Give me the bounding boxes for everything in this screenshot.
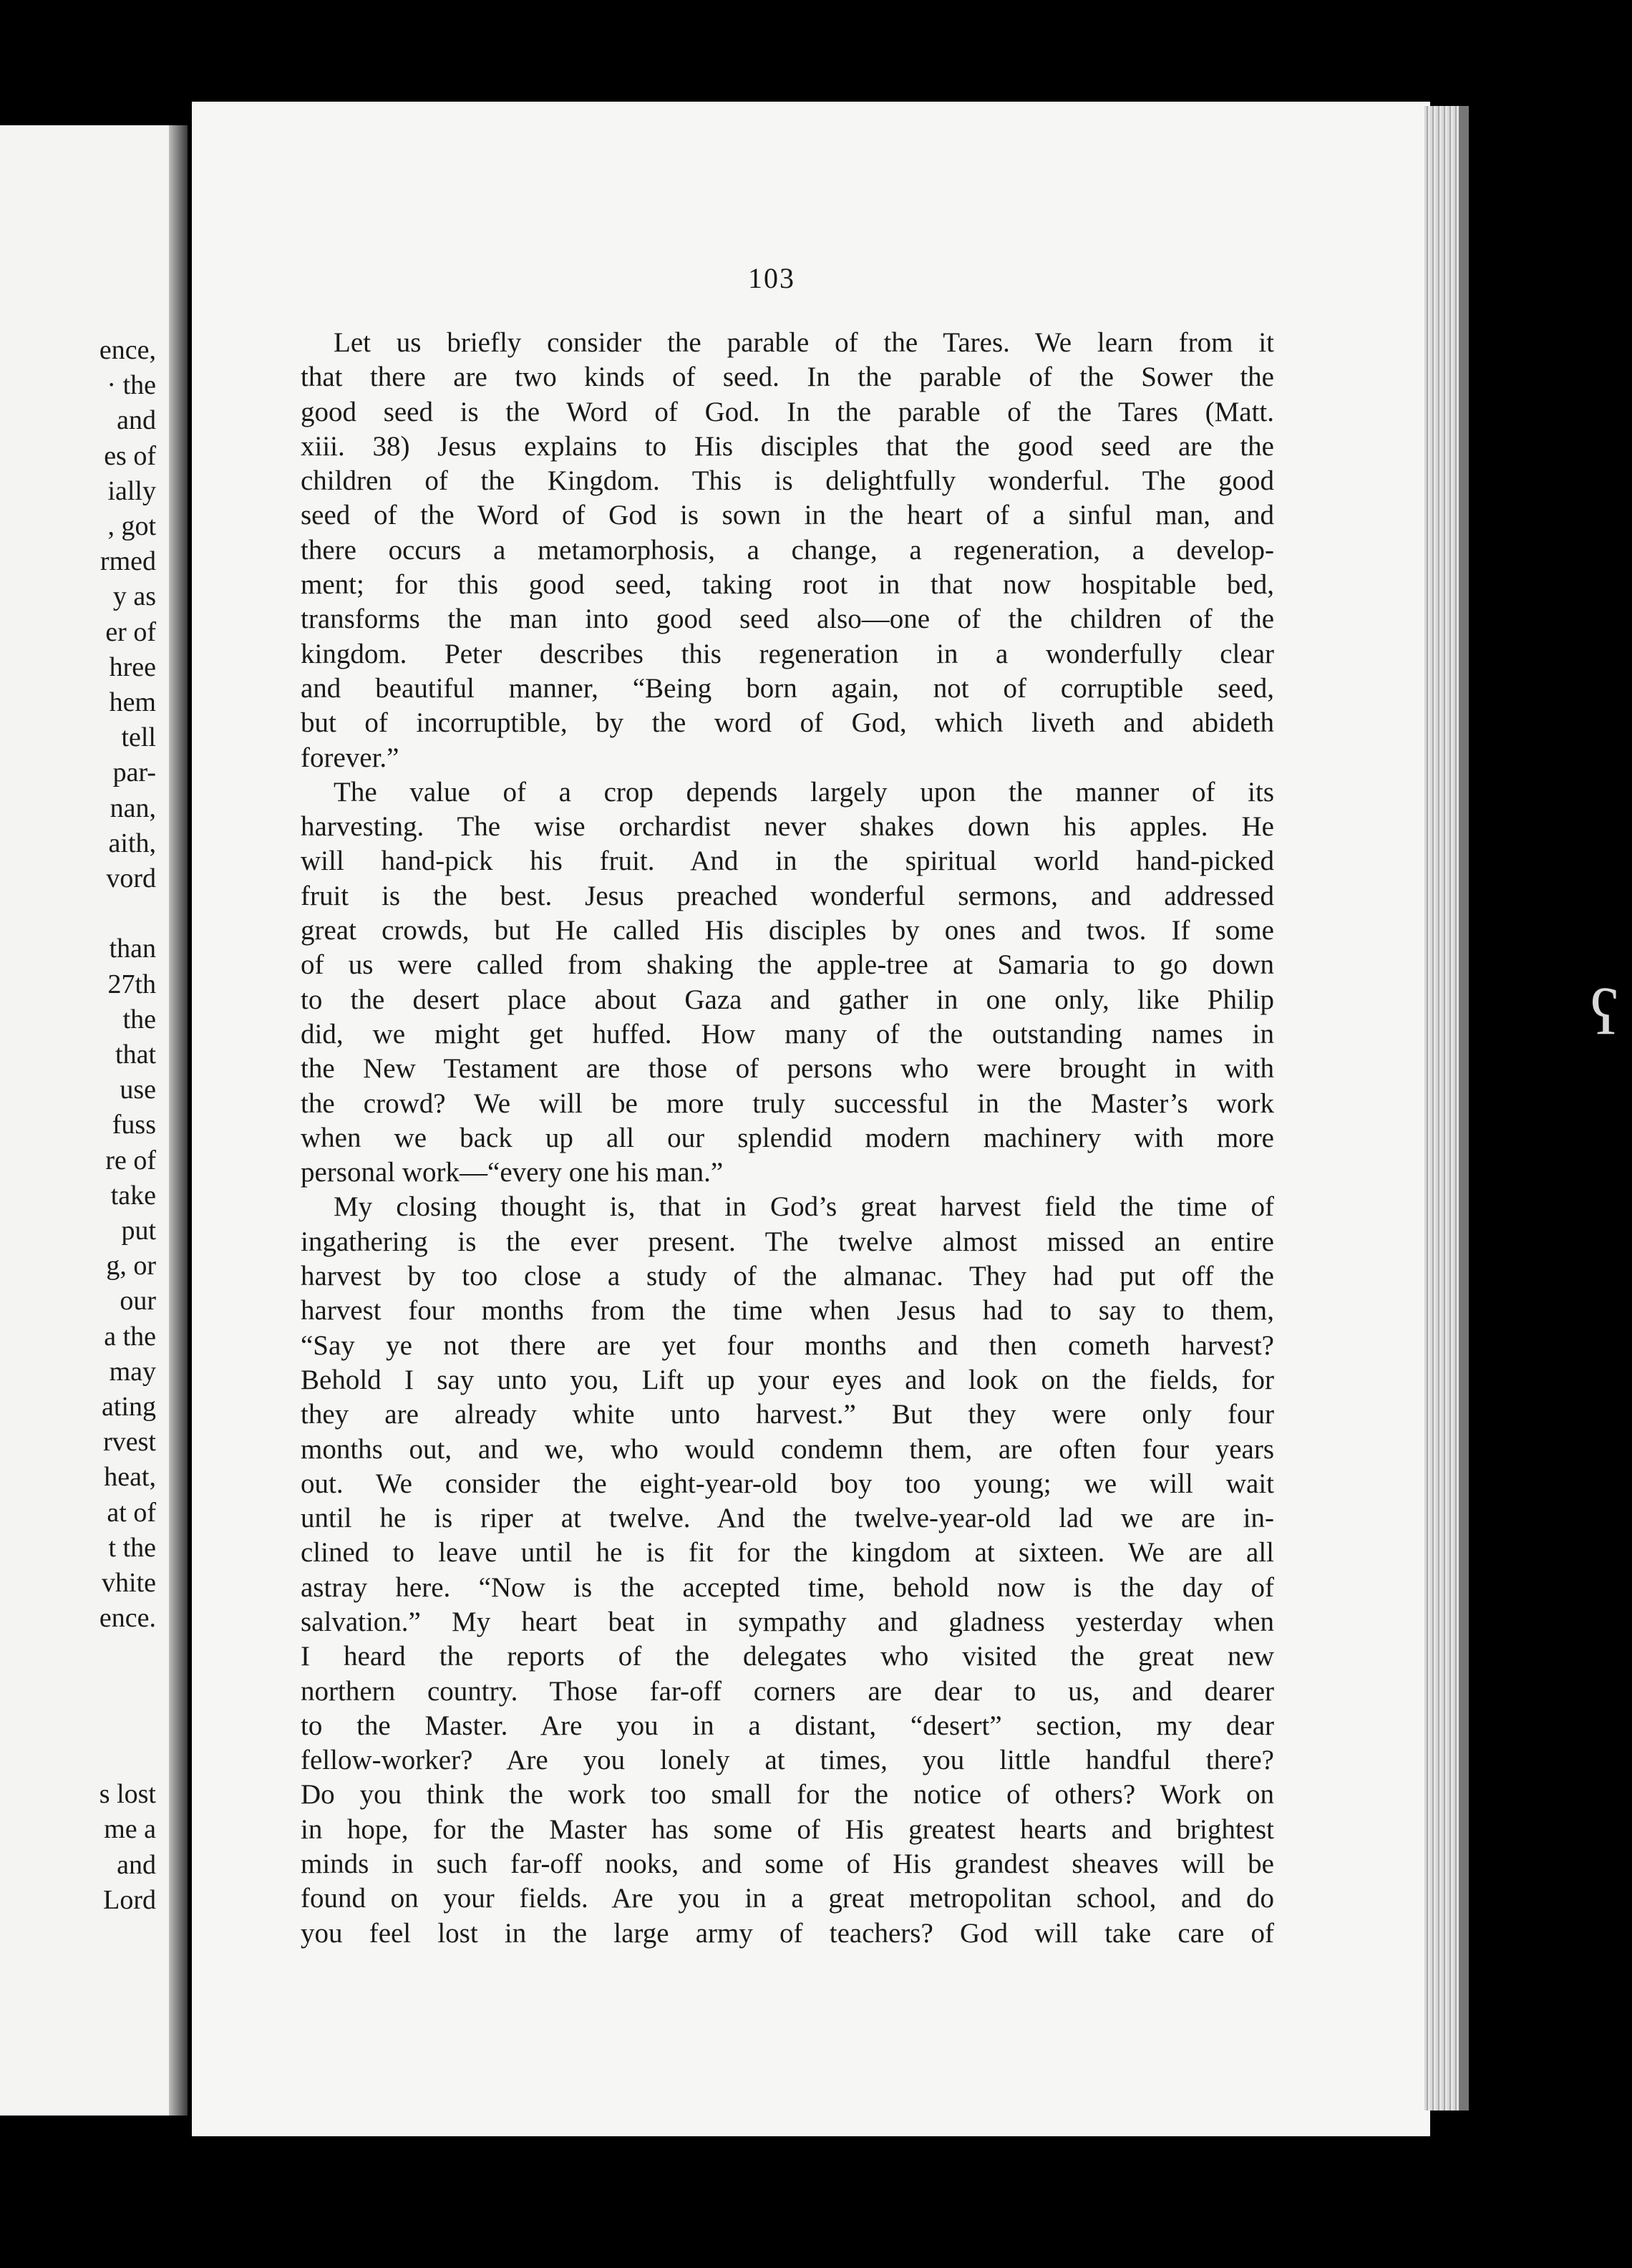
left-page-fragment: a the: [104, 1321, 156, 1352]
left-page-fragment: fuss: [112, 1110, 156, 1140]
text-line: northern country. Those far-off corners are dear to us, and dearer: [301, 1675, 1274, 1707]
left-page-fragment: aith,: [108, 828, 156, 858]
text-line: they are already white unto harvest.” But they were only four: [301, 1399, 1274, 1430]
page-number: 103: [748, 262, 795, 294]
text-line: The value of a crop depends largely upon the manner of its: [334, 776, 1274, 808]
text-line: harvesting. The wise orchardist never shakes down his apples. He: [301, 811, 1274, 843]
text-line: transforms the man into good seed also—one of the children of the: [301, 604, 1274, 635]
text-line: Do you think the work too small for the notice of others? Work on: [301, 1779, 1274, 1811]
left-page-fragment: s lost: [99, 1779, 156, 1810]
text-line: “Say ye not there are yet four months and then cometh harvest?: [301, 1329, 1274, 1361]
text-line: out. We consider the eight-year-old boy too young; we will wait: [301, 1468, 1274, 1499]
text-line: children of the Kingdom. This is delightfully wonderful. The good: [301, 465, 1274, 497]
text-line: ment; for this good seed, taking root in that now hospitable bed,: [301, 569, 1274, 601]
text-line: to the desert place about Gaza and gather in one only, like Philip: [301, 984, 1274, 1015]
text-line: great crowds, but He called His disciples by ones and twos. If some: [301, 915, 1274, 946]
left-page-fragment: rmed: [99, 546, 156, 577]
left-page-fragment: than: [109, 934, 156, 964]
left-page-fragment: vord: [106, 863, 156, 893]
text-line: in hope, for the Master has some of His greatest hearts and brightest: [301, 1813, 1274, 1845]
text-line: good seed is the Word of God. In the parable of the Tares (Matt.: [301, 396, 1274, 427]
text-line: there occurs a metamorphosis, a change, a regeneration, a develop-: [301, 534, 1274, 566]
text-line: harvest by too close a study of the almanac. They had put off the: [301, 1261, 1274, 1292]
text-line: did, we might get huffed. How many of the outstanding names in: [301, 1018, 1274, 1050]
left-page-fragment: g, or: [106, 1251, 156, 1281]
text-line: fellow-worker? Are you lonely at times, you little handful there?: [301, 1745, 1274, 1776]
text-line: until he is riper at twelve. And the twelve-year-old lad we are in-: [301, 1503, 1274, 1534]
left-page-fragment: t the: [108, 1532, 156, 1563]
text-line: forever.”: [301, 742, 399, 773]
text-line: My closing thought is, that in God’s great harvest field the time of: [334, 1191, 1274, 1223]
left-page-fragment: es of: [104, 440, 156, 471]
text-line: and beautiful manner, “Being born again, not of corruptible seed,: [301, 672, 1274, 704]
left-page-fragment: and: [117, 1849, 156, 1880]
left-page-fragment: me a: [104, 1814, 156, 1845]
text-line: of us were called from shaking the apple-tree at Samaria to go down: [301, 949, 1274, 981]
left-page-fragment: ially: [107, 475, 156, 506]
left-page-fragment: rvest: [103, 1427, 156, 1458]
left-page-fragment: · the: [107, 370, 156, 401]
text-line: harvest four months from the time when Jesus had to say to them,: [301, 1295, 1274, 1327]
text-line: will hand-pick his fruit. And in the spiritual world hand-picked: [301, 845, 1274, 877]
text-line: seed of the Word of God is sown in the heart of a sinful man, and: [301, 500, 1274, 531]
scan-artifact: ʕ: [1590, 977, 1619, 1048]
left-page-fragment: our: [120, 1286, 156, 1317]
text-line: fruit is the best. Jesus preached wonderful sermons, and addressed: [301, 880, 1274, 911]
text-line: minds in such far-off nooks, and some of His grandest sheaves will be: [301, 1848, 1274, 1880]
left-page-fragment: ence,: [99, 335, 156, 365]
text-line: astray here. “Now is the accepted time, behold now is the day of: [301, 1571, 1274, 1603]
left-page-fragment: , got: [107, 511, 156, 541]
text-line: salvation.” My heart beat in sympathy and gladness yesterday when: [301, 1606, 1274, 1637]
left-page-fragment: re of: [105, 1145, 156, 1176]
left-page-fragment: ence.: [99, 1603, 156, 1634]
text-line: to the Master. Are you in a distant, “desert” section, my dear: [301, 1710, 1274, 1741]
left-page-fragment: may: [109, 1356, 156, 1387]
left-page-fragment: vhite: [102, 1568, 156, 1598]
left-page-fragment: tell: [121, 722, 156, 753]
left-page-fragment: and: [117, 405, 156, 436]
text-line: months out, and we, who would condemn them, are often four years: [301, 1433, 1274, 1465]
left-page-fragment: put: [121, 1216, 156, 1246]
text-line: but of incorruptible, by the word of God, which liveth and abideth: [301, 707, 1274, 739]
left-page-fragment: hree: [109, 651, 156, 682]
text-line: kingdom. Peter describes this regeneration in a wonderfully clear: [301, 638, 1274, 669]
text-line: when we back up all our splendid modern machinery with more: [301, 1122, 1274, 1153]
left-page-fragment: that: [115, 1040, 156, 1070]
left-page-fragment: ating: [102, 1392, 156, 1422]
text-line: found on your fields. Are you in a great metropolitan school, and do: [301, 1883, 1274, 1914]
left-page-fragment: heat,: [104, 1462, 156, 1493]
text-line: Behold I say unto you, Lift up your eyes and look on the fields, for: [301, 1364, 1274, 1395]
book-gutter: [169, 125, 188, 2116]
left-page-fragment: use: [120, 1075, 156, 1105]
text-line: I heard the reports of the delegates who visited the great new: [301, 1641, 1274, 1672]
left-page-fragment: hem: [109, 687, 156, 717]
body-text: [301, 326, 1274, 1951]
left-page-fragment: at of: [107, 1497, 156, 1528]
left-page-fragment: take: [110, 1180, 156, 1211]
left-page-fragment: 27th: [107, 969, 156, 999]
left-page-fragment: nan,: [110, 793, 156, 823]
page-edge-shadow: [1459, 106, 1469, 2110]
text-line: clined to leave until he is fit for the kingdom at sixteen. We are all: [301, 1537, 1274, 1569]
text-line: that there are two kinds of seed. In the parable of the Sower the: [301, 362, 1274, 393]
left-page-fragment: Lord: [103, 1884, 156, 1915]
left-page-fragment: the: [122, 1004, 156, 1034]
text-line: xiii. 38) Jesus explains to His disciples that the good seed are the: [301, 430, 1274, 462]
text-line: ingathering is the ever present. The twelve almost missed an entire: [301, 1226, 1274, 1257]
left-page: [0, 125, 188, 2116]
left-page-fragment: y as: [112, 581, 156, 612]
text-line: you feel lost in the large army of teachers? God will take care of: [301, 1917, 1274, 1949]
left-page-fragment: er of: [105, 616, 156, 647]
left-page-fragment: par-: [112, 757, 156, 788]
text-line: the crowd? We will be more truly successful in the Master’s work: [301, 1087, 1274, 1119]
text-line: personal work—“every one his man.”: [301, 1157, 724, 1188]
text-line: Let us briefly consider the parable of the Tares. We learn from it: [334, 327, 1274, 358]
text-line: the New Testament are those of persons who were brought in with: [301, 1053, 1274, 1085]
